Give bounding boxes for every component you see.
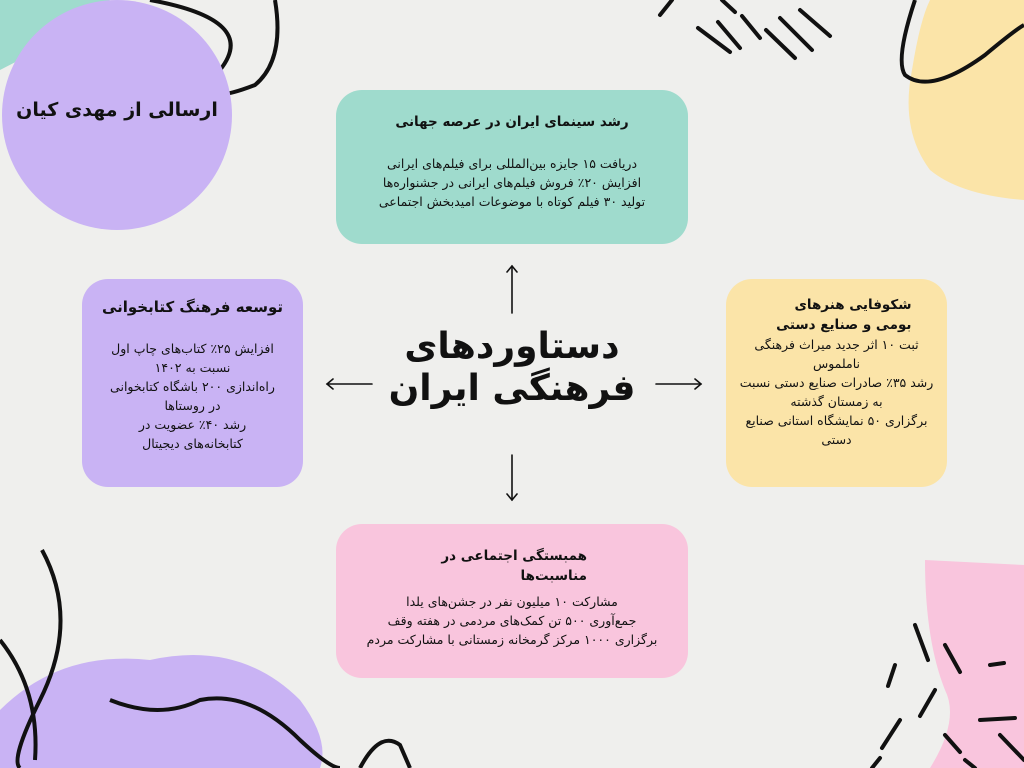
sender-label: ارسالی از مهدی کیان <box>16 99 218 121</box>
card-title: همبستگی اجتماعی در مناسبت‌ها <box>441 548 587 584</box>
dash-marks-top <box>660 0 830 58</box>
card-line: برگزاری ۱۰۰۰ مرکز گرمخانه زمستانی با مشارکت مردم <box>366 632 658 647</box>
card-title: شکوفایی هنرهای بومی و صنایع دستی <box>776 297 912 333</box>
card-line: رشد ۴۰٪ عضویت در <box>138 417 247 432</box>
card-line: به زمستان گذشته <box>790 394 883 409</box>
card-crafts <box>726 279 947 487</box>
yellow-blob-top-right <box>909 0 1024 200</box>
center-title-line-2: فرهنگی ایران <box>388 368 636 409</box>
card-line: ثبت ۱۰ اثر جدید میراث فرهنگی ناملموس <box>754 337 919 371</box>
card-social <box>336 524 688 678</box>
card-line: برگزاری ۵۰ نمایشگاه استانی صنایع دستی <box>745 413 928 447</box>
card-books <box>82 279 303 487</box>
card-title: توسعه فرهنگ کتابخوانی <box>101 298 284 316</box>
card-line: راه‌اندازی ۲۰۰ باشگاه کتابخوانی <box>110 379 275 394</box>
card-line: دریافت ۱۵ جایزه بین‌المللی برای فیلم‌های ایرانی <box>386 156 638 171</box>
card-line: کتابخانه‌های دیجیتال <box>142 436 243 451</box>
card-line: رشد ۳۵٪ صادرات صنایع دستی نسبت <box>739 375 934 390</box>
card-line: تولید ۳۰ فیلم کوتاه با موضوعات امیدبخش اجتماعی <box>378 194 646 209</box>
card-line: افزایش ۲۵٪ کتاب‌های چاپ اول <box>111 341 274 356</box>
card-cinema <box>336 90 688 244</box>
card-line: افزایش ۲۰٪ فروش فیلم‌های ایرانی در جشنواره‌ها <box>382 175 642 190</box>
card-line: نسبت به ۱۴۰۲ <box>154 360 231 375</box>
center-title-line-1: دستاوردهای <box>404 326 620 367</box>
card-line: مشارکت ۱۰ میلیون نفر در جشن‌های یلدا <box>406 594 618 609</box>
sender-badge <box>2 0 232 230</box>
pink-blob-bottom-right <box>925 560 1024 768</box>
card-line: جمع‌آوری ۵۰۰ تن کمک‌های مردمی در هفته وقف <box>387 613 637 628</box>
center-title <box>372 326 652 410</box>
card-line: در روستاها <box>164 398 221 413</box>
card-title: رشد سینمای ایران در عرصه جهانی <box>395 114 629 130</box>
